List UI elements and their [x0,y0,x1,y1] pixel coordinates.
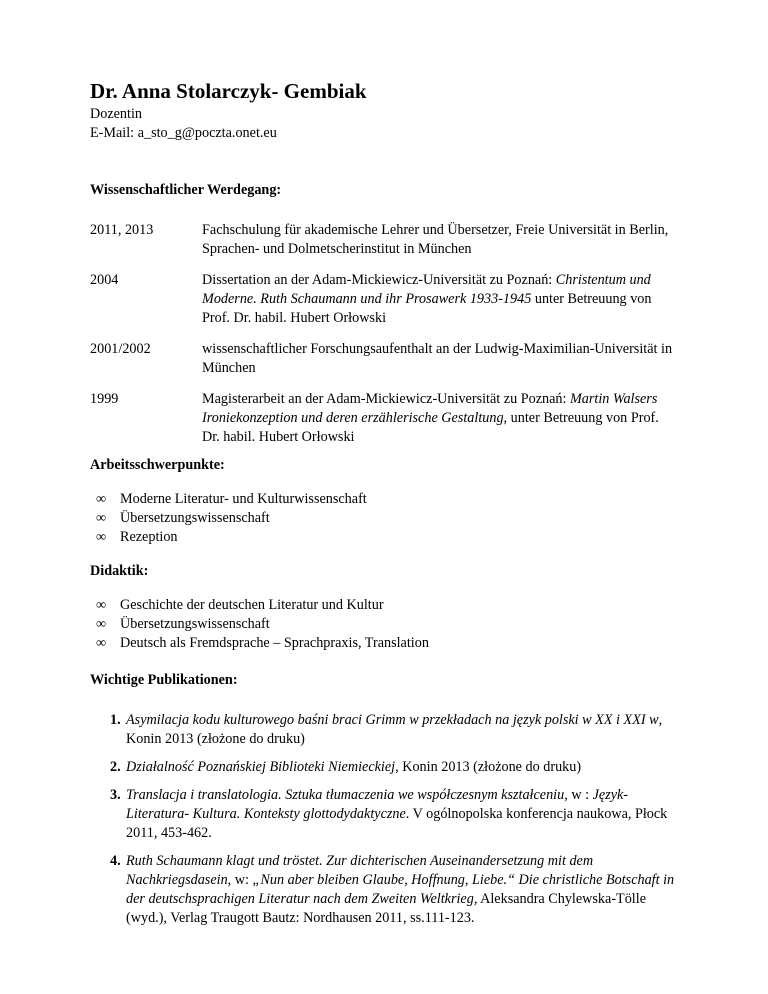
focus-heading: Arbeitsschwerpunkte: [90,457,225,473]
focus-list [90,490,680,547]
career-entry [90,390,680,447]
infinity-bullet-icon: ∞ [96,491,107,507]
list-item: ∞ Übersetzungswissenschaft [96,510,270,526]
publication-item: 3. Translacja i translatologia. Sztuka tłumaczenia we współczesnym kształceniu, w : Język-Literatura- Kultura. Konteksty glottodydaktyczne. V ogólnopolska konferencja naukowa, Płock 2011, 453-462. [110,787,668,841]
list-item: ∞ Moderne Literatur- und Kulturwissenschaft [96,491,367,507]
infinity-bullet-icon: ∞ [96,635,107,651]
email-line [90,124,680,143]
career-year: 2004 [90,272,119,288]
didactics-list [90,596,680,653]
career-description: Magisterarbeit an der Adam-Mickiewicz-Universität zu Poznań: Martin Walsers Ironiekonzeption und deren erzählerische Gestaltung, unter Betreuung von Prof. Dr. habil. Hubert Orłowski [202,391,659,445]
career-heading: Wissenschaftlicher Werdegang: [90,182,282,198]
cv-page [90,78,680,937]
career-list [90,221,680,447]
career-description: Fachschulung für akademische Lehrer und Übersetzer, Freie Universität in Berlin, Sprachen- und Dolmetscherinstitut in München [202,222,669,257]
list-item: ∞ Deutsch als Fremdsprache – Sprachpraxis, Translation [96,635,429,651]
career-entry [90,271,680,328]
career-description: wissenschaftlicher Forschungsaufenthalt an der Ludwig-Maximilian-Universität in München [202,341,673,376]
email-label: E-Mail: [90,125,135,141]
publication-item: 2. Działalność Poznańskiej Biblioteki Niemieckiej, Konin 2013 (złożone do druku) [110,759,582,775]
career-entry [90,340,680,378]
list-item: ∞ Rezeption [96,529,178,545]
infinity-bullet-icon: ∞ [96,529,107,545]
publication-item: 4. Ruth Schaumann klagt und tröstet. Zur dichterischen Auseinandersetzung mit dem Nachkriegsdasein, w: „Nun aber bleiben Glaube, Hoffnung, Liebe.“ Die christliche Botschaft in der deutschsprachigen Literatur nach dem Zweiten Weltkrieg, Aleksandra Chylewska-Tölle (wyd.), Verlag Traugott Bautz: Nordhausen 2011, ss.111-123. [110,853,675,926]
publications-heading: Wichtige Publikationen: [90,672,238,688]
email-address[interactable]: a_sto_g@poczta.onet.eu [137,125,277,141]
career-year: 2001/2002 [90,341,151,357]
list-item: ∞ Geschichte der deutschen Literatur und Kultur [96,597,384,613]
person-name: Dr. Anna Stolarczyk- Gembiak [90,79,367,103]
publications-list [90,711,680,928]
career-year: 1999 [90,391,119,407]
career-year: 2011, 2013 [90,222,154,238]
career-entry [90,221,680,259]
didactics-heading: Didaktik: [90,563,149,579]
publication-item: 1. Asymilacja kodu kulturowego baśni braci Grimm w przekładach na język polski w XX i XXI w, Konin 2013 (złożone do druku) [110,712,663,747]
infinity-bullet-icon: ∞ [96,510,107,526]
career-description: Dissertation an der Adam-Mickiewicz-Universität zu Poznań: Christentum und Moderne. Ruth Schaumann und ihr Prosawerk 1933-1945 unter Betreuung von Prof. Dr. habil. Hubert Orłowski [202,272,652,326]
infinity-bullet-icon: ∞ [96,597,107,613]
list-item: ∞ Übersetzungswissenschaft [96,616,270,632]
infinity-bullet-icon: ∞ [96,616,107,632]
position-title: Dozentin [90,106,143,122]
